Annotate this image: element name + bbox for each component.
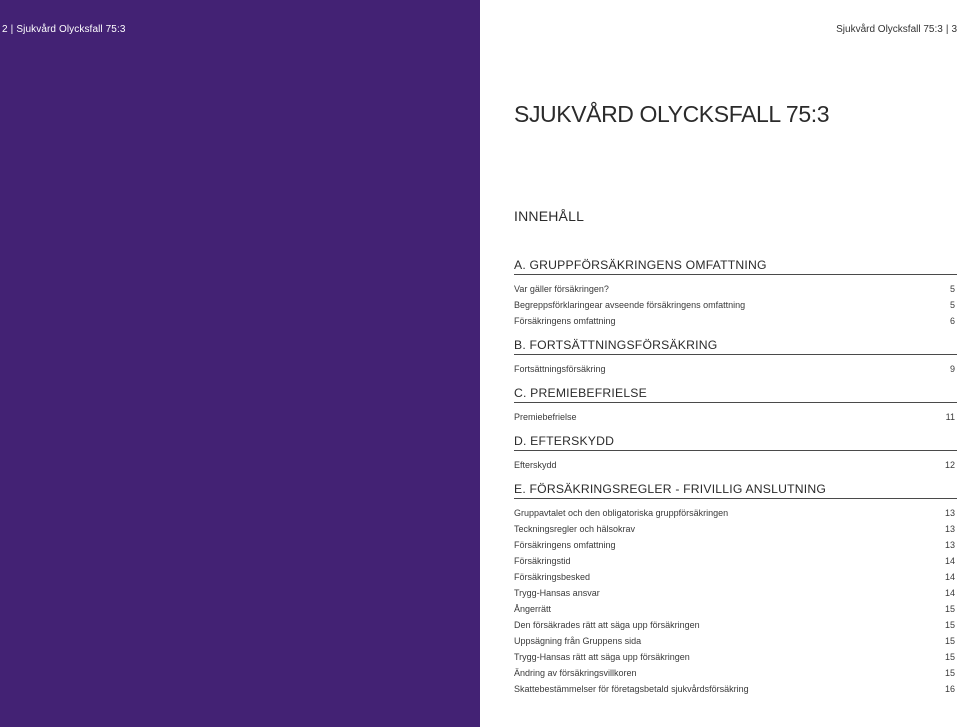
toc-entry-label: Försäkringens omfattning [514,540,616,550]
header-separator: | [10,24,14,35]
toc-entry-label: Efterskydd [514,460,557,470]
toc-entry [514,505,957,521]
toc-entry-page-number: 14 [944,572,955,582]
table-of-contents [514,258,957,706]
toc-entry [514,297,957,313]
toc-section-items [514,451,957,473]
toc-entry-page-number: 16 [944,684,955,694]
toc-entry-label: Skattebestämmelser för företagsbetald sjukvårdsförsäkring [514,684,749,694]
header-separator: | [945,24,949,35]
toc-entry-page-number: 12 [944,460,955,470]
toc-entry-label: Premiebefrielse [514,412,577,422]
toc-entry-page-number: 15 [944,668,955,678]
left-running-title: Sjukvård Olycksfall 75:3 [16,24,126,35]
toc-entry-label: Den försäkrades rätt att säga upp försäkringen [514,620,700,630]
toc-entry-page-number: 15 [944,636,955,646]
toc-entry-page-number: 15 [944,652,955,662]
toc-entry [514,457,957,473]
toc-entry-label: Trygg-Hansas ansvar [514,588,600,598]
toc-entry [514,553,957,569]
toc-entry-page-number: 14 [944,556,955,566]
toc-entry [514,281,957,297]
toc-entry-page-number: 14 [944,588,955,598]
left-running-header [2,24,125,35]
toc-section-items [514,275,957,329]
toc-section [514,338,957,377]
toc-entry-page-number: 13 [944,508,955,518]
toc-entry-page-number: 9 [949,364,955,374]
toc-entry [514,633,957,649]
toc-entry-page-number: 6 [949,316,955,326]
toc-entry [514,601,957,617]
toc-section-heading: A. GRUPPFÖRSÄKRINGENS OMFATTNING [514,258,957,275]
toc-section-heading: B. FORTSÄTTNINGSFÖRSÄKRING [514,338,957,355]
toc-entry [514,617,957,633]
toc-entry-page-number: 15 [944,604,955,614]
toc-entry-page-number: 15 [944,620,955,630]
toc-entry [514,313,957,329]
toc-entry-label: Begreppsförklaringear avseende försäkringens omfattning [514,300,746,310]
toc-entry-label: Gruppavtalet och den obligatoriska gruppförsäkringen [514,508,729,518]
right-page [480,0,959,727]
toc-entry [514,665,957,681]
toc-entry [514,569,957,585]
toc-entry [514,409,957,425]
toc-entry-label: Försäkringstid [514,556,571,566]
toc-entry-page-number: 13 [944,540,955,550]
toc-entry-label: Fortsättningsförsäkring [514,364,606,374]
toc-section [514,386,957,425]
toc-heading: INNEHÅLL [514,208,585,224]
toc-section-heading: E. FÖRSÄKRINGSREGLER - FRIVILLIG ANSLUTNING [514,482,957,499]
toc-section [514,482,957,697]
toc-entry-label: Ångerrätt [514,604,552,614]
left-page-number: 2 [2,24,8,35]
toc-entry [514,681,957,697]
toc-entry-page-number: 5 [949,284,955,294]
toc-entry-label: Ändring av försäkringsvillkoren [514,668,637,678]
toc-entry-page-number: 5 [949,300,955,310]
toc-section-heading: C. PREMIEBEFRIELSE [514,386,957,403]
toc-section-heading: D. EFTERSKYDD [514,434,957,451]
toc-entry [514,361,957,377]
toc-entry-page-number: 13 [944,524,955,534]
document-title: SJUKVÅRD OLYCKSFALL 75:3 [514,101,830,127]
toc-entry [514,521,957,537]
toc-entry-label: Försäkringsbesked [514,572,591,582]
toc-entry [514,585,957,601]
toc-entry [514,537,957,553]
toc-section [514,258,957,329]
toc-entry-label: Försäkringens omfattning [514,316,616,326]
toc-section-items [514,355,957,377]
right-running-header [836,24,957,35]
right-running-title: Sjukvård Olycksfall 75:3 [836,24,943,35]
toc-entry-label: Teckningsregler och hälsokrav [514,524,636,534]
toc-section-items [514,403,957,425]
toc-entry [514,649,957,665]
toc-section-items [514,499,957,697]
toc-entry-label: Uppsägning från Gruppens sida [514,636,642,646]
right-page-number: 3 [951,24,957,35]
toc-entry-label: Trygg-Hansas rätt att säga upp försäkringen [514,652,690,662]
toc-section [514,434,957,473]
toc-entry-label: Var gäller försäkringen? [514,284,609,294]
toc-entry-page-number: 11 [945,412,955,422]
